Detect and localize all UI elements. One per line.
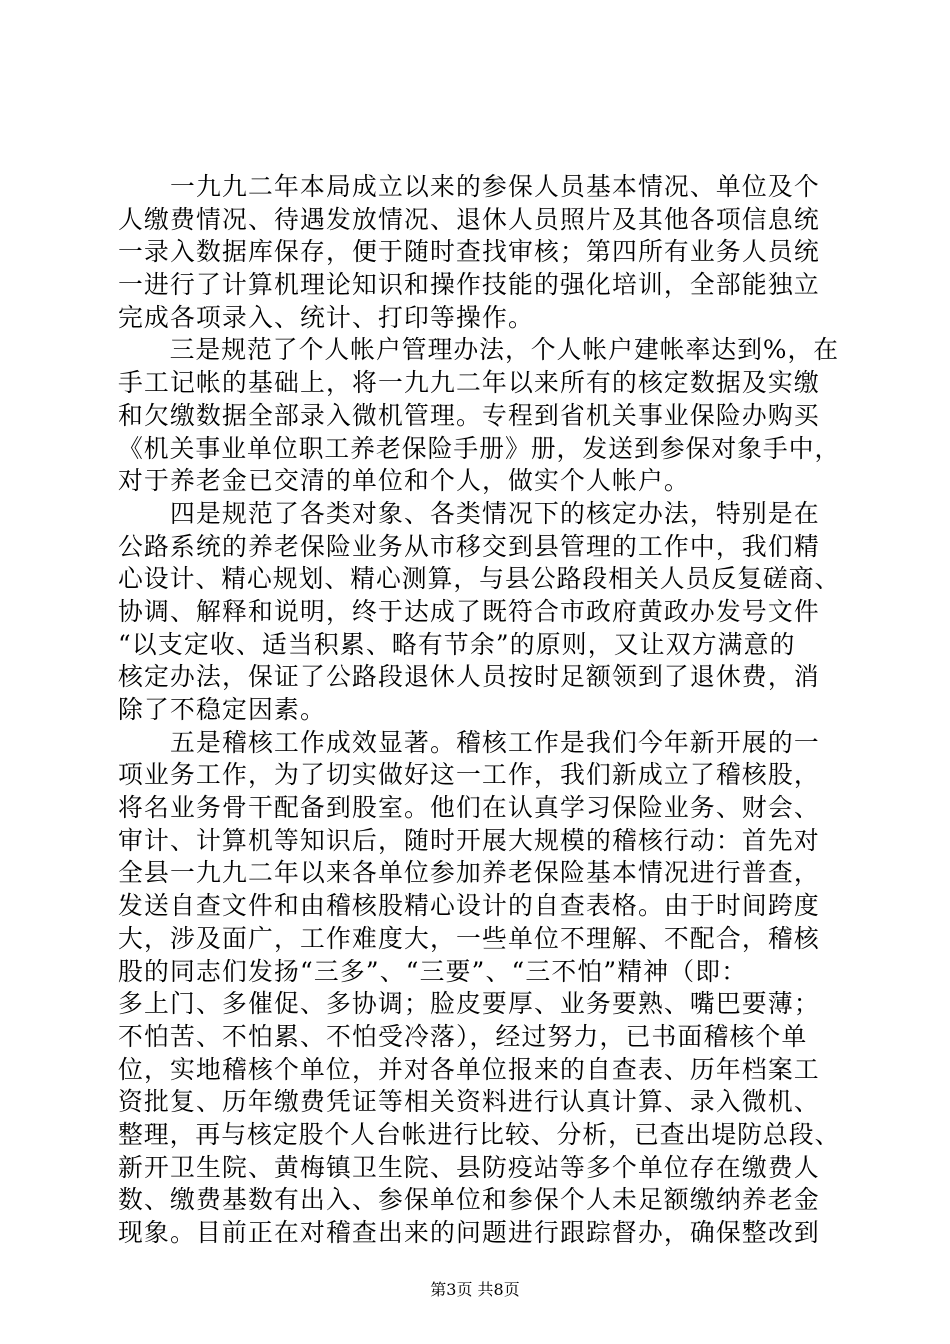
text-line: 一九九二年本局成立以来的参保人员基本情况、单位及个 — [118, 172, 820, 201]
text-line: 手工记帐的基础上，将一九九二年以来所有的核定数据及实缴 — [118, 368, 820, 398]
text-line: 除了不稳定因素。 — [118, 695, 326, 724]
text-line: 不怕苦、不怕累、不怕受冷落），经过努力，已书面稽核个单 — [118, 1021, 808, 1051]
text-line: 三是规范了个人帐户管理办法，个人帐户建帐率达到%，在 — [118, 335, 840, 365]
text-line: 全县一九九二年以来各单位参加养老保险基本情况进行普查， — [118, 858, 820, 888]
text-line: 项业务工作，为了切实做好这一工作，我们新成立了稽核股， — [118, 760, 820, 790]
text-line: 五是稽核工作成效显著。稽核工作是我们今年新开展的一 — [118, 727, 820, 757]
text-line: 完成各项录入、统计、打印等操作。 — [118, 302, 534, 332]
text-line: 和欠缴数据全部录入微机管理。专程到省机关事业保险办购买 — [118, 400, 820, 430]
text-line: 现象。目前正在对稽查出来的问题进行跟踪督办，确保整改到 — [118, 1218, 820, 1247]
text-line: 资批复、历年缴费凭证等相关资料进行认真计算、录入微机、 — [118, 1087, 820, 1117]
text-line: 发送自查文件和由稽核股精心设计的自查表格。由于时间跨度 — [118, 891, 820, 921]
text-line: 新开卫生院、黄梅镇卫生院、县防疫站等多个单位存在缴费人 — [118, 1152, 820, 1182]
text-line: 协调、解释和说明，终于达成了既符合市政府黄政办发号文件 — [118, 596, 820, 626]
text-line: 公路系统的养老保险业务从市移交到县管理的工作中，我们精 — [118, 531, 820, 561]
text-line: 数、缴费基数有出入、参保单位和参保个人未足额缴纳养老金 — [118, 1185, 820, 1215]
page-number-footer: 第3页 共8页 — [430, 1280, 520, 1299]
text-line: 位，实地稽核个单位，并对各单位报来的自查表、历年档案工 — [118, 1054, 820, 1084]
text-line: 对于养老金已交清的单位和个人，做实个人帐户。 — [118, 466, 690, 496]
text-line: 审计、计算机等知识后，随时开展大规模的稽核行动：首先对 — [118, 825, 820, 855]
text-line: “以支定收、适当积累、略有节余”的原则，又让双方满意的 — [118, 629, 796, 659]
body-text — [118, 171, 841, 1250]
text-line: 核定办法，保证了公路段退休人员按时足额领到了退休费，消 — [118, 662, 820, 692]
text-line: 心设计、精心规划、精心测算，与县公路段相关人员反复磋商、 — [118, 564, 841, 594]
text-line: 一录入数据库保存，便于随时查找审核；第四所有业务人员统 — [118, 237, 820, 267]
text-line: 一进行了计算机理论知识和操作技能的强化培训，全部能独立 — [118, 270, 820, 300]
text-line: 整理，再与核定股个人台帐进行比较、分析，已查出堤防总段、 — [118, 1119, 841, 1149]
text-line: 《机关事业单位职工养老保险手册》册，发送到参保对象手中， — [118, 433, 841, 463]
text-line: 四是规范了各类对象、各类情况下的核定办法，特别是在 — [118, 498, 820, 528]
text-line: 人缴费情况、待遇发放情况、退休人员照片及其他各项信息统 — [118, 204, 820, 234]
text-line: 大，涉及面广，工作难度大，一些单位不理解、不配合，稽核 — [118, 923, 820, 953]
text-line: 将名业务骨干配备到股室。他们在认真学习保险业务、财会、 — [118, 793, 820, 823]
text-line: 多上门、多催促、多协调；脸皮要厚、业务要熟、嘴巴要薄； — [118, 989, 820, 1019]
text-line: 股的同志们发扬“三多”、“三要”、“三不怕”精神（即： — [118, 956, 748, 986]
